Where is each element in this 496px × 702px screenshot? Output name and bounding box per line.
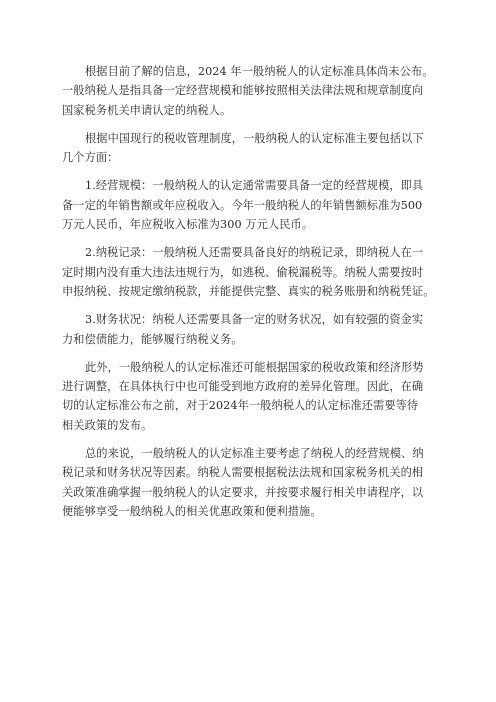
paragraph-intro — [62, 62, 456, 120]
paragraph-additional — [62, 358, 456, 435]
text-line: 备一定的年销售额或年应税收入。今年一般纳税人的年销售额标准为500 — [62, 198, 423, 212]
text-line: 便能够享受一般纳税人的相关优惠政策和便利措施。 — [62, 504, 322, 518]
text-line: 根据目前了解的信息，2024 年一般纳税人的认定标准具体尚未公布。 — [85, 65, 434, 78]
text-line: 进行调整，在具体执行中也可能受到地方政府的差异化管理。因此，在确 — [62, 380, 424, 394]
paragraph-overview — [62, 129, 456, 168]
text-line: 力和偿债能力，能够履行纳税义务。 — [62, 332, 243, 346]
text-line: 总的来说，一般纳税人的认定标准主要考虑了纳税人的经营规模、纳 — [85, 447, 424, 461]
text-line: 3.财务状况：纳税人还需要具备一定的财务状况，如有较强的资金实 — [85, 313, 424, 327]
text-line: 万元人民币，年应税收入标准为300 万元人民币。 — [62, 218, 314, 232]
text-line: 一般纳税人是指具备一定经营规模和能够按照相关法律法规和规章制度向 — [62, 84, 424, 98]
text-line: 国家税务机关申请认定的纳税人。 — [62, 103, 232, 117]
paragraph-conclusion — [62, 444, 456, 521]
text-line: 申报纳税、按规定缴纳税款，并能提供完整、真实的税务账册和纳税凭证。 — [62, 284, 435, 298]
text-line: 根据中国现行的税收管理制度，一般纳税人的认定标准主要包括以下 — [85, 131, 424, 145]
text-line: 1.经营规模：一般纳税人的认定通常需要具备一定的经营规模，即具 — [85, 179, 424, 193]
text-line: 2.纳税记录：一般纳税人还需要具备良好的纳税记录，即纳税人在一 — [85, 246, 424, 260]
text-line: 税记录和财务状况等因素。纳税人需要根据税法法规和国家税务机关的相 — [62, 466, 424, 480]
paragraph-item-scale — [62, 176, 456, 234]
text-line: 关政策准确掌握一般纳税人的认定要求，并按要求履行相关申请程序，以 — [62, 485, 424, 499]
text-line: 几个方面： — [62, 151, 119, 165]
text-line: 相关政策的发布。 — [62, 418, 153, 432]
text-line: 切的认定标准公布之前，对于2024年一般纳税人的认定标准还需要等待 — [62, 399, 419, 413]
paragraph-item-tax-record — [62, 243, 456, 301]
text-line: 定时期内没有重大违法违规行为，如逃税、偷税漏税等。纳税人需要按时 — [62, 265, 424, 279]
paragraph-item-finance — [62, 310, 456, 349]
text-line: 此外，一般纳税人的认定标准还可能根据国家的税收政策和经济形势 — [85, 360, 424, 374]
